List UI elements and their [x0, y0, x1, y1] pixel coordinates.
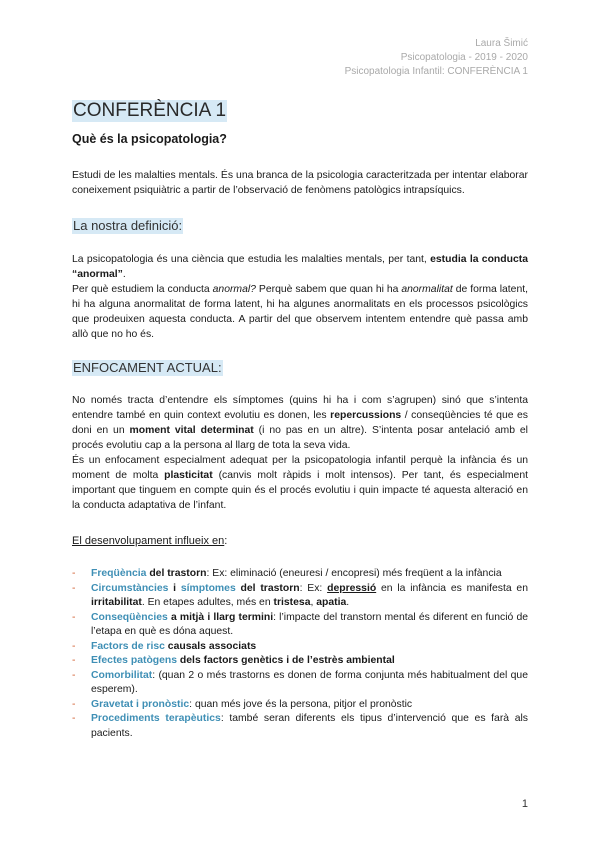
bold-text: repercussions: [330, 410, 402, 421]
header-author: Laura Šimić: [475, 38, 528, 49]
heading-colon: :: [224, 535, 228, 547]
bold-text: irritabilitat: [91, 597, 142, 608]
bold-text: dels factors genètics i de l’estrès ambiental: [177, 655, 395, 666]
text-run: en la infància es manifesta en: [376, 582, 528, 594]
bold-text: plasticitat: [164, 470, 213, 481]
term: Circumstàncies: [91, 582, 169, 594]
text-run: : (quan 2 o més trastorns es donen de forma conjunta més habitualment del que esperem).: [91, 669, 528, 695]
text-run: / conseqüències té que es doni en un: [72, 410, 528, 436]
development-list: [72, 567, 528, 741]
term: Conseqüències: [91, 611, 168, 623]
list-item: [72, 582, 528, 611]
term: Freqüència: [91, 568, 147, 579]
underlined-heading: El desenvolupament influeix en: [72, 535, 225, 547]
bold-text: del trastorn: [146, 568, 207, 579]
section-heading-definition: La nostra definició:: [73, 218, 183, 233]
text-run: de forma latent, hi ha alguna anormalitat de forma latent, hi ha algunes anormalitats en els processos psicològics que prodeuixen aquesta conducta. A partir del que observem intentem entendre què passa amb allò que no ho és.: [72, 284, 528, 340]
list-dash: -: [72, 640, 76, 652]
italic-text: anormalitat: [401, 284, 453, 295]
page-title: CONFERÈNCIA 1: [73, 100, 227, 121]
page-header: [345, 37, 528, 79]
text-run: : també seran diferents els tipus d’intervenció que es farà als pacients.: [91, 713, 528, 739]
text-run: És un enfocament especialment adequat per la psicopatologia infantil perquè la infància és un moment de molta: [72, 455, 528, 481]
intro-paragraph: Estudi de les malalties mentals. És una branca de la psicologia caracteritzada per intentar elaborar coneixement psiquiàtric a partir de l’observació de fenòmens patològics intrapsíquics.: [72, 170, 528, 196]
list-dash: -: [72, 713, 76, 724]
bold-underlined-text: depressió: [327, 582, 377, 594]
text-run: .: [122, 269, 126, 280]
text-run: ,: [310, 597, 317, 608]
list-item: [72, 611, 528, 640]
definition-paragraph-1: [72, 252, 528, 282]
list-dash: -: [72, 582, 76, 594]
bold-text: i: [168, 582, 181, 594]
list-item: [72, 698, 528, 713]
text-run: . En etapes adultes, més en: [141, 597, 274, 608]
bold-text: a mitjà i llarg termini: [167, 611, 274, 623]
list-dash: -: [72, 568, 76, 579]
term: símptomes: [180, 582, 236, 594]
section-heading-approach: ENFOCAMENT ACTUAL:: [73, 360, 222, 375]
term: Efectes patògens: [91, 655, 178, 666]
bold-text: causals associats: [164, 640, 257, 652]
term: Procediments terapèutics: [91, 713, 221, 724]
list-item: [72, 654, 528, 669]
approach-paragraph-2: [72, 453, 528, 513]
text-run: : l’impacte del transtorn mental és diferent en funció de l’etapa en què es dóna aquest.: [91, 611, 528, 637]
text-run: (canvis molt ràpids i molt intensos). Per tant, és especialment important que tinguem en compte quin és el procés evolutiu i quin impacte té aquesta alteració en la conducta adaptativa de l’infant.: [72, 470, 528, 511]
italic-text: anormal?: [212, 284, 256, 295]
list-item: [72, 640, 528, 655]
bold-text: apatia: [316, 597, 347, 608]
text-run: Perquè sabem que quan hi ha: [255, 284, 402, 295]
list-item: [72, 712, 528, 741]
bold-text: estudia la conducta “anormal”: [72, 254, 528, 280]
header-document: Psicopatologia Infantil: CONFERÈNCIA 1: [344, 66, 528, 77]
approach-paragraph-1: [72, 393, 528, 453]
text-run: : Ex: eliminació (eneuresi / encopresi) més freqüent a la infància: [206, 568, 502, 579]
text-run: (i no pas en un altre). S’intenta posar antelació amb el procés evolutiu cap a la persona al llarg de tota la seva vida.: [72, 425, 528, 451]
text-run: .: [346, 597, 350, 608]
list-dash: -: [72, 655, 76, 666]
list-item: [72, 567, 528, 582]
term: Comorbilitat: [91, 669, 153, 681]
list-dash: -: [72, 669, 76, 681]
list-item: [72, 669, 528, 698]
text-run: Per què estudiem la conducta: [72, 284, 213, 295]
bold-text: moment vital determinat: [129, 425, 254, 436]
bold-text: tristesa: [273, 597, 311, 608]
development-heading: [72, 531, 528, 549]
list-dash: -: [72, 611, 76, 623]
bold-text: del trastorn: [235, 582, 300, 594]
list-dash: -: [72, 698, 76, 710]
term: Factors de risc: [91, 640, 165, 652]
text-run: La psicopatologia és una ciència que estudia les malalties mentals, per tant,: [72, 254, 431, 265]
text-run: : quan més jove és la persona, pitjor el pronòstic: [189, 698, 413, 710]
text-run: No només tracta d’entendre els símptomes (quins hi ha i com s’agrupen) sinó que s’intenta entendre també en quin context evolutiu es donen, les: [72, 395, 528, 421]
term: Gravetat i pronòstic: [91, 698, 190, 710]
header-course: Psicopatologia - 2019 - 2020: [400, 52, 528, 63]
definition-paragraph-2: [72, 282, 528, 342]
page-number: 1: [521, 798, 528, 810]
question-heading: Què és la psicopatologia?: [72, 132, 227, 146]
text-run: : Ex:: [299, 582, 328, 594]
document-body: [72, 100, 528, 741]
